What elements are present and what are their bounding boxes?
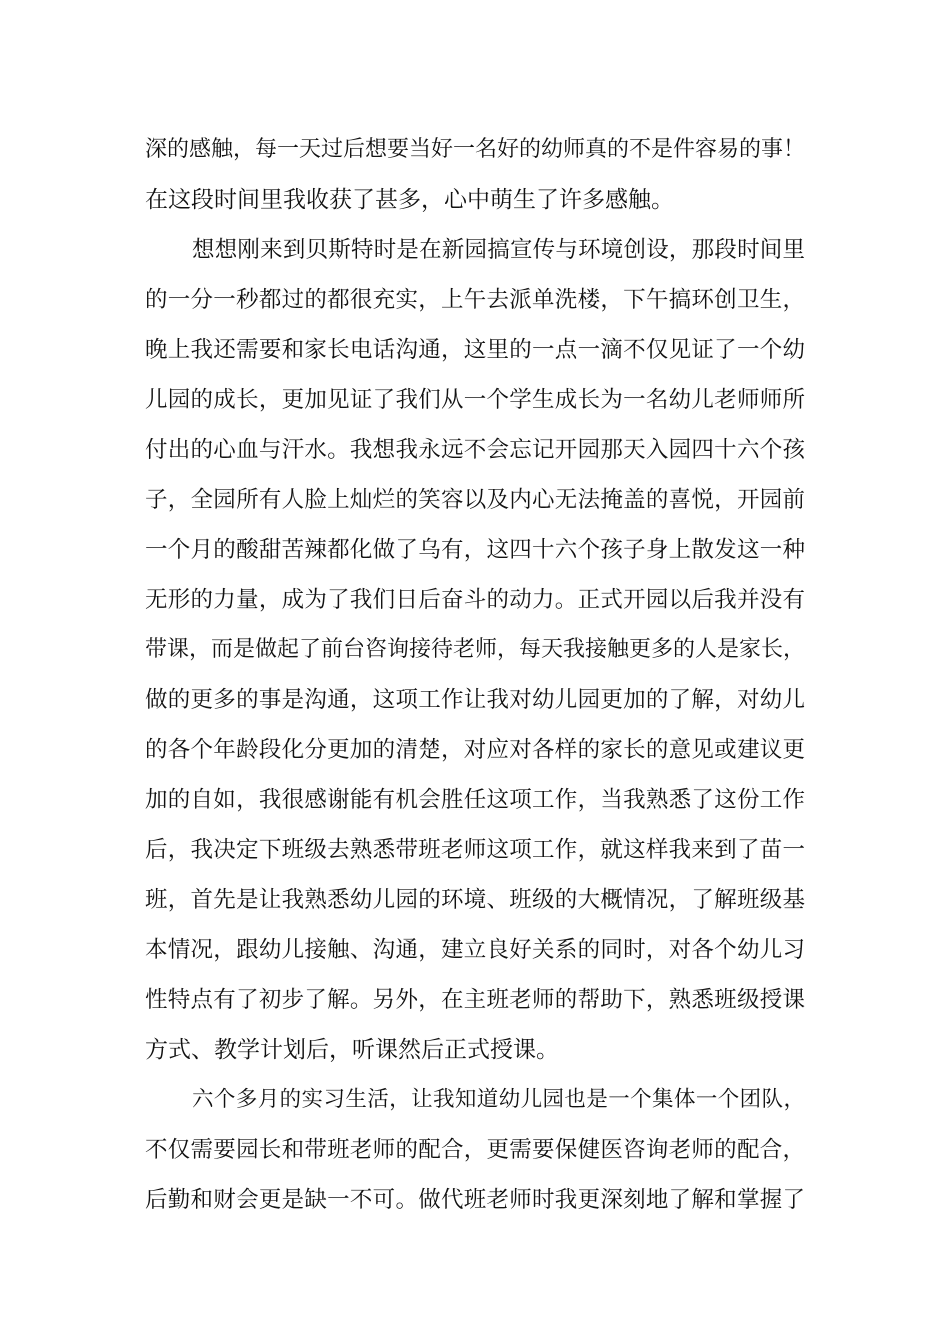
text-line-16: 班，首先是让我熟悉幼儿园的环境、班级的大概情况，了解班级基 — [145, 887, 805, 913]
text-line-11: 带课，而是做起了前台咨询接待老师，每天我接触更多的人是家长， — [145, 637, 806, 662]
text-line-13: 的各个年龄段化分更加的清楚，对应对各样的家长的意见或建议更 — [145, 737, 805, 763]
text-line-20: 六个多月的实习生活，让我知道幼儿园也是一个集体一个团队， — [192, 1087, 805, 1112]
text-line-21: 不仅需要园长和带班老师的配合，更需要保健医咨询老师的配合， — [145, 1137, 805, 1163]
text-line-4: 的一分一秒都过的都很充实，上午去派单洗楼，下午搞环创卫生， — [145, 287, 805, 313]
text-line-7: 付出的心血与汗水。我想我永远不会忘记开园那天入园四十六个孩 — [145, 437, 805, 463]
text-line-3: 想想刚来到贝斯特时是在新园搞宣传与环境创设，那段时间里 — [192, 237, 805, 263]
text-line-18: 性特点有了初步了解。另外，在主班老师的帮助下，熟悉班级授课 — [145, 987, 805, 1013]
text-line-10: 无形的力量，成为了我们日后奋斗的动力。正式开园以后我并没有 — [145, 587, 805, 613]
text-line-19: 方式、教学计划后，听课然后正式授课。 — [145, 1037, 559, 1063]
text-line-15: 后，我决定下班级去熟悉带班老师这项工作，就这样我来到了苗一 — [145, 837, 805, 863]
text-line-6: 儿园的成长，更加见证了我们从一个学生成长为一名幼儿老师师所 — [145, 387, 805, 413]
text-line-9: 一个月的酸甜苦辣都化做了乌有，这四十六个孩子身上散发这一种 — [145, 537, 805, 563]
text-line-12: 做的更多的事是沟通，这项工作让我对幼儿园更加的了解，对幼儿 — [145, 687, 805, 713]
text-line-2: 在这段时间里我收获了甚多，心中萌生了许多感触。 — [145, 187, 674, 213]
text-line-5: 晚上我还需要和家长电话沟通，这里的一点一滴不仅见证了一个幼 — [145, 337, 805, 363]
text-line-17: 本情况，跟幼儿接触、沟通，建立良好关系的同时，对各个幼儿习 — [145, 937, 805, 963]
text-line-8: 子，全园所有人脸上灿烂的笑容以及内心无法掩盖的喜悦，开园前 — [145, 487, 805, 513]
text-line-22: 后勤和财会更是缺一不可。做代班老师时我更深刻地了解和掌握了 — [145, 1187, 805, 1213]
text-line-14: 加的自如，我很感谢能有机会胜任这项工作，当我熟悉了这份工作 — [145, 787, 805, 813]
text-line-1: 深的感触，每一天过后想要当好一名好的幼师真的不是件容易的事！ — [145, 137, 806, 162]
